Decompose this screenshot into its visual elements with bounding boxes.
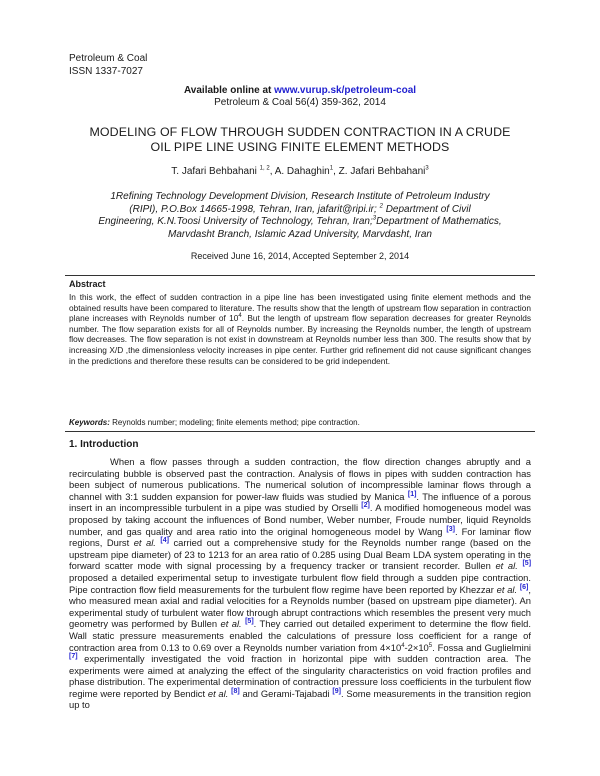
et-al: et al. xyxy=(133,537,156,549)
et-al: et al. xyxy=(220,618,242,630)
intro-text: . Fossa and Guglielmini xyxy=(432,641,531,653)
section-heading-introduction: 1. Introduction xyxy=(69,439,139,450)
affiliation-2-marker: 2 xyxy=(379,203,383,210)
exponent: 4 xyxy=(401,642,405,649)
affiliations xyxy=(86,191,514,241)
paper-title: MODELING OF FLOW THROUGH SUDDEN CONTRACTION IN A CRUDE OIL PIPE LINE USING FINITE ELEMENT METHODS xyxy=(89,125,511,154)
author-3: Z. Jafari Behbahani xyxy=(338,166,426,177)
intro-text: . Some measurements in the transition region up to xyxy=(69,687,532,711)
intro-text: . They carried out detailed experiment to determine the flow field. Wall static pressure measurements enabled the calculations of pressure loss coefficient for a range of contraction area from 0.13 to 0.69 over a Reynolds number variation from 4×10 xyxy=(69,618,532,653)
citation-link-4[interactable]: [4] xyxy=(160,537,169,545)
citation-link-6[interactable]: [6] xyxy=(519,583,529,591)
abstract-text-a: In this work, the effect of sudden contraction in a pipe line has been investigated using finite element methods and the obtained results have been compared to literature. The results show that the length of upstream flow separation in contraction plane increases with Reynolds number of 10 xyxy=(69,292,531,324)
intro-text: . The influence of a porous insert in an incompressible turbulent in a pipe was studied by Orselli xyxy=(69,490,531,514)
journal-issn: ISSN 1337-7027 xyxy=(69,66,143,77)
intro-text: experimentally investigated the void fraction in horizontal pipe with sudden contraction area. The experiments were aimed at analyzing the effect of the singularity characteristics on void fraction profiles and phase distribution. The experimental determination of contraction pressure loss coefficients in the turbulent flow regime were reported by Bendict xyxy=(69,653,531,699)
affiliation-line-4: Marvdasht Branch, Islamic Azad University, Marvdasht, Iran xyxy=(168,228,432,240)
abstract-heading: Abstract xyxy=(69,279,106,289)
author-2: A. Dahaghin xyxy=(274,166,330,177)
affiliation-line-1: 1Refining Technology Development Division, Research Institute of Petroleum Industry xyxy=(110,191,490,202)
et-al: et al. xyxy=(495,560,518,572)
author-2-affil: 1 xyxy=(329,165,334,172)
et-al: et al. xyxy=(207,687,229,699)
affiliation-line-2 xyxy=(86,204,514,217)
affiliation-line-3b: Department of Mathematics, xyxy=(376,216,502,227)
citation-link-3[interactable]: [3] xyxy=(446,525,455,533)
intro-text: and Gerami-Tajabadi xyxy=(242,687,330,699)
intro-text: carried out a comprehensive study for the Reynolds number range (based on the upstream pipe diameter) of 23 to 1213 for an area ratio of 0.285 using Dual Beam LDA system operating in the forward scatter mode with signal processing by a frequency tracker or transient recorder. Bullen xyxy=(69,537,532,572)
citation-link-5b[interactable]: [5] xyxy=(245,618,254,626)
intro-text: . A modified homogeneous model was proposed by taking account the influences of Bond number, Weber number, Froude number, liquid Reynolds number, and gas quality and area ratio into the original homogeneous model by Wang xyxy=(69,502,531,537)
author-sep-1: , xyxy=(269,166,273,177)
affiliation-3-marker: 3 xyxy=(372,215,377,222)
abstract-top-rule xyxy=(65,275,535,276)
keywords-line xyxy=(69,418,531,428)
affiliation-line-2b: Department of Civil xyxy=(385,203,471,215)
abstract-text xyxy=(69,292,531,366)
introduction-body xyxy=(69,456,531,711)
availability-line xyxy=(0,85,600,97)
keywords-label: Keywords: xyxy=(69,418,110,427)
received-dates: Received June 16, 2014, Accepted September 2, 2014 xyxy=(190,251,410,261)
affiliation-line-3 xyxy=(86,216,514,229)
exponent: 5 xyxy=(428,642,433,649)
journal-header xyxy=(69,52,147,78)
availability-block xyxy=(0,85,600,109)
et-al: et al. xyxy=(496,583,518,595)
author-3-affil: 3 xyxy=(425,165,429,172)
intro-text: , who measured mean axial and radial velocities for a Reynolds number (based on upstream pipe diameter). An experimental study of turbulent water flow through abrupt contractions which resembles the present very much geometry was performed by Bullen xyxy=(69,583,531,630)
journal-url-link[interactable]: www.vurup.sk/petroleum-coal xyxy=(274,85,417,96)
citation-link-2[interactable]: [2] xyxy=(361,502,370,510)
abstract-text-b: . But the length of upstream flow separation decreases for greater Reynolds number. The flow separation exists for all of Reynolds number. By increasing the Reynolds number, the length of upstream flow decreases. The flow separation is not exist in downstream at Reynolds number less than 300. The results show that by increasing X/D ,the dimensionless velocity increases in pipe center. Further grid refinement did not cause significant changes in the predictions and therefore these results can be considered to be grid independent. xyxy=(69,313,532,366)
journal-name: Petroleum & Coal xyxy=(69,53,148,64)
citation-link-7[interactable]: [7] xyxy=(69,652,78,660)
intro-text: proposed a detailed experimental setup to investigate turbulent flow field through a sudden pipe contraction. Pipe contraction flow field measurements for the turbulent flow regime have been reported by Khezzar xyxy=(69,571,531,595)
citation-link-9[interactable]: [9] xyxy=(332,687,341,695)
author-list xyxy=(0,166,600,177)
author-1: T. Jafari Behbahani xyxy=(171,166,257,177)
citation-link-8[interactable]: [8] xyxy=(231,687,240,695)
author-1-affil: 1, 2 xyxy=(259,165,270,172)
intro-text: -2×10 xyxy=(404,641,429,653)
affiliation-line-3a: Engineering, K.N.Toosi University of Technology, Tehran, Iran; xyxy=(98,216,373,227)
citation-line: Petroleum & Coal 56(4) 359-362, 2014 xyxy=(214,97,386,108)
intro-text: When a flow passes through a sudden contraction, the flow direction changes abruptly and a recirculating bubble is observed past the contraction. Analysis of flows in pipes with sudden contraction has been subject of numerous publications. The numerical solution of incompressible laminar flows through a channel with 3:1 sudden expansion for power-law fluids was studied by Manica xyxy=(69,456,531,502)
affiliation-line-2a: (RIPI), P.O.Box 14665-1998, Tehran, Iran, jafarit@ripi.ir; xyxy=(129,203,377,215)
keywords-text: Reynolds number; modeling; finite elements method; pipe contraction. xyxy=(112,418,360,427)
introduction-paragraph xyxy=(69,456,531,711)
intro-text: . For laminar flow regions, Durst xyxy=(69,525,531,549)
author-sep-2: , xyxy=(333,166,336,177)
citation-link-5[interactable]: [5] xyxy=(522,560,532,568)
availability-prefix: Available online at xyxy=(183,85,272,96)
abstract-sup: 4 xyxy=(238,313,242,320)
citation-link-1[interactable]: [1] xyxy=(407,490,417,498)
abstract-bottom-rule xyxy=(65,431,535,432)
